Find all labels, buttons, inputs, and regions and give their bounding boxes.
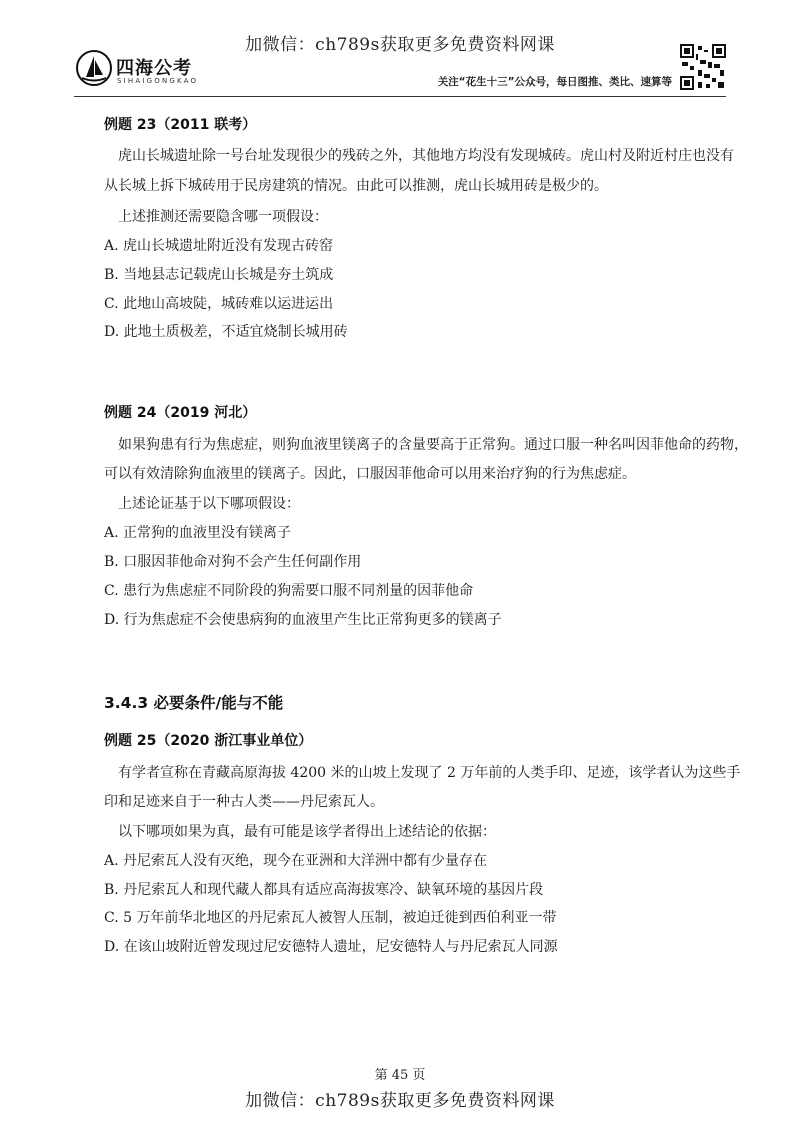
sail-logo-icon bbox=[76, 50, 112, 86]
q23-option-d: D. 此地土质极差，不适宜烧制长城用砖 bbox=[104, 324, 348, 340]
q23-stem-line2: 从长城上拆下城砖用于民房建筑的情况。由此可以推测，虎山长城用砖是极少的。 bbox=[104, 178, 608, 194]
section-heading: 3.4.3 必要条件/能与不能 bbox=[104, 694, 284, 712]
q25-title: 例题 25（2020 浙江事业单位） bbox=[104, 733, 313, 749]
q24-stem-line1: 如果狗患有行为焦虑症，则狗血液里镁离子的含量要高于正常狗。通过口服一种名叫因菲他命的药物， bbox=[118, 437, 748, 453]
q23-title: 例题 23（2011 联考） bbox=[104, 117, 257, 133]
header-slogan: 关注“花生十三”公众号，每日图推、类比、速算等 bbox=[437, 76, 672, 88]
brand-name: 四海公考 bbox=[116, 58, 192, 79]
brand-logo bbox=[76, 50, 246, 90]
q25-question: 以下哪项如果为真，最有可能是该学者得出上述结论的依据： bbox=[118, 824, 496, 840]
qr-code-icon bbox=[680, 44, 726, 90]
q25-stem-line2: 印和足迹来自于一种古人类——丹尼索瓦人。 bbox=[104, 794, 384, 810]
q25-option-c: C. 5 万年前华北地区的丹尼索瓦人被智人压制，被迫迁徙到西伯利亚一带 bbox=[104, 910, 557, 926]
watermark-top: 加微信：ch789s获取更多免费资料网课 bbox=[245, 35, 555, 55]
q23-option-a: A. 虎山长城遗址附近没有发现古砖窑 bbox=[104, 238, 334, 254]
q24-option-d: D. 行为焦虑症不会使患病狗的血液里产生比正常狗更多的镁离子 bbox=[104, 612, 502, 628]
brand-subtitle: SIHAIGONGKAO bbox=[117, 77, 199, 85]
q25-option-d: D. 在该山坡附近曾发现过尼安德特人遗址，尼安德特人与丹尼索瓦人同源 bbox=[104, 939, 558, 955]
page-header bbox=[74, 44, 726, 97]
q24-title: 例题 24（2019 河北） bbox=[104, 405, 257, 421]
q24-stem-line2: 可以有效清除狗血液里的镁离子。因此，口服因菲他命可以用来治疗狗的行为焦虑症。 bbox=[104, 466, 636, 482]
q23-option-b: B. 当地县志记载虎山长城是夯土筑成 bbox=[104, 267, 334, 283]
q25-option-b: B. 丹尼索瓦人和现代藏人都具有适应高海拔寒冷、缺氧环境的基因片段 bbox=[104, 882, 544, 898]
q25-option-a: A. 丹尼索瓦人没有灭绝，现今在亚洲和大洋洲中都有少量存在 bbox=[104, 853, 488, 869]
q25-stem-line1: 有学者宣称在青藏高原海拔 4200 米的山坡上发现了 2 万年前的人类手印、足迹，该学者认为这些手 bbox=[118, 765, 741, 781]
watermark-bottom: 加微信：ch789s获取更多免费资料网课 bbox=[245, 1091, 555, 1111]
q23-question: 上述推测还需要隐含哪一项假设： bbox=[118, 209, 328, 225]
q24-question: 上述论证基于以下哪项假设： bbox=[118, 496, 300, 512]
q24-option-a: A. 正常狗的血液里没有镁离子 bbox=[104, 525, 292, 541]
q24-option-b: B. 口服因菲他命对狗不会产生任何副作用 bbox=[104, 554, 362, 570]
page-number: 第 45 页 bbox=[374, 1068, 426, 1083]
q23-stem-line1: 虎山长城遗址除一号台址发现很少的残砖之外，其他地方均没有发现城砖。虎山村及附近村庄也没有 bbox=[118, 148, 734, 164]
q24-option-c: C. 患行为焦虑症不同阶段的狗需要口服不同剂量的因菲他命 bbox=[104, 583, 474, 599]
q23-option-c: C. 此地山高坡陡，城砖难以运进运出 bbox=[104, 296, 334, 312]
